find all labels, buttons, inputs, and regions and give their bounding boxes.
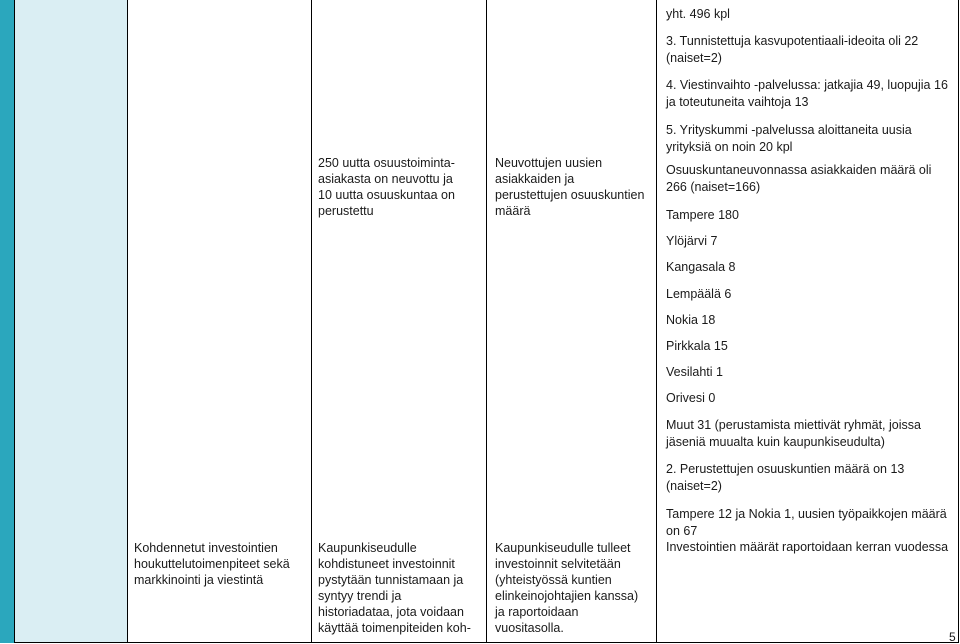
- row2-goal-cell: Kaupunkiseudulle kohdistuneet investoinnit pystytään tunnistamaan ja syntyy trendi ja historiadataa, jota voidaan käyttää toimenpiteiden koh-: [318, 541, 471, 635]
- row2-title-cell: Kohdennetut investointien houkuttelutoimenpiteet sekä markkinointi ja viestintä: [134, 541, 290, 587]
- page-number: 5: [949, 630, 956, 644]
- result-line: Lempäälä 6: [666, 287, 732, 301]
- left-accent-column: [0, 0, 14, 643]
- result-line: Orivesi 0: [666, 391, 716, 405]
- result-line: Investointien määrät raportoidaan kerran vuodessa: [666, 540, 949, 554]
- result-line: yht. 496 kpl: [666, 7, 730, 21]
- result-line: Ylöjärvi 7: [666, 234, 718, 248]
- result-line: Tampere 180: [666, 208, 739, 222]
- result-line: 2. Perustettujen osuuskuntien määrä on 13 (naiset=2): [666, 462, 905, 493]
- table-border: [486, 0, 487, 643]
- result-line: Pirkkala 15: [666, 339, 728, 353]
- result-line: 3. Tunnistettuja kasvupotentiaali-ideoita oli 22 (naiset=2): [666, 34, 919, 65]
- table-border: [14, 0, 15, 643]
- table-border: [311, 0, 312, 643]
- row1-indicator-cell: Neuvottujen uusien asiakkaiden ja perustettujen osuuskuntien määrä: [495, 156, 645, 218]
- result-line: Tampere 12 ja Nokia 1, uusien työpaikkojen määrä on 67: [666, 507, 947, 538]
- result-line: Muut 31 (perustamista miettivät ryhmät, joissa jäseniä muualta kuin kaupunkiseudulta): [666, 418, 921, 449]
- row1-goal-cell: 250 uutta osuustoiminta-asiakasta on neuvottu ja 10 uutta osuuskuntaa on perustettu: [318, 156, 455, 218]
- table-border: [958, 0, 959, 643]
- result-line: Nokia 18: [666, 313, 716, 327]
- result-line: Vesilahti 1: [666, 365, 723, 379]
- table-border: [127, 0, 128, 643]
- result-line: 5. Yrityskummi -palvelussa aloittaneita uusia yrityksiä on noin 20 kpl: [666, 123, 912, 154]
- result-line: Kangasala 8: [666, 260, 736, 274]
- result-line: Osuuskuntaneuvonnassa asiakkaiden määrä oli 266 (naiset=166): [666, 163, 932, 194]
- result-line: 4. Viestinvaihto -palvelussa: jatkajia 49, luopujia 16 ja toteutuneita vaihtoja 13: [666, 78, 948, 109]
- row2-indicator-cell: Kaupunkiseudulle tulleet investoinnit selvitetään (yhteistyössä kuntien elinkeinojohtajien kanssa) ja raportoidaan vuositasolla.: [495, 541, 639, 635]
- table-border: [656, 0, 657, 643]
- left-shaded-column: [15, 0, 127, 643]
